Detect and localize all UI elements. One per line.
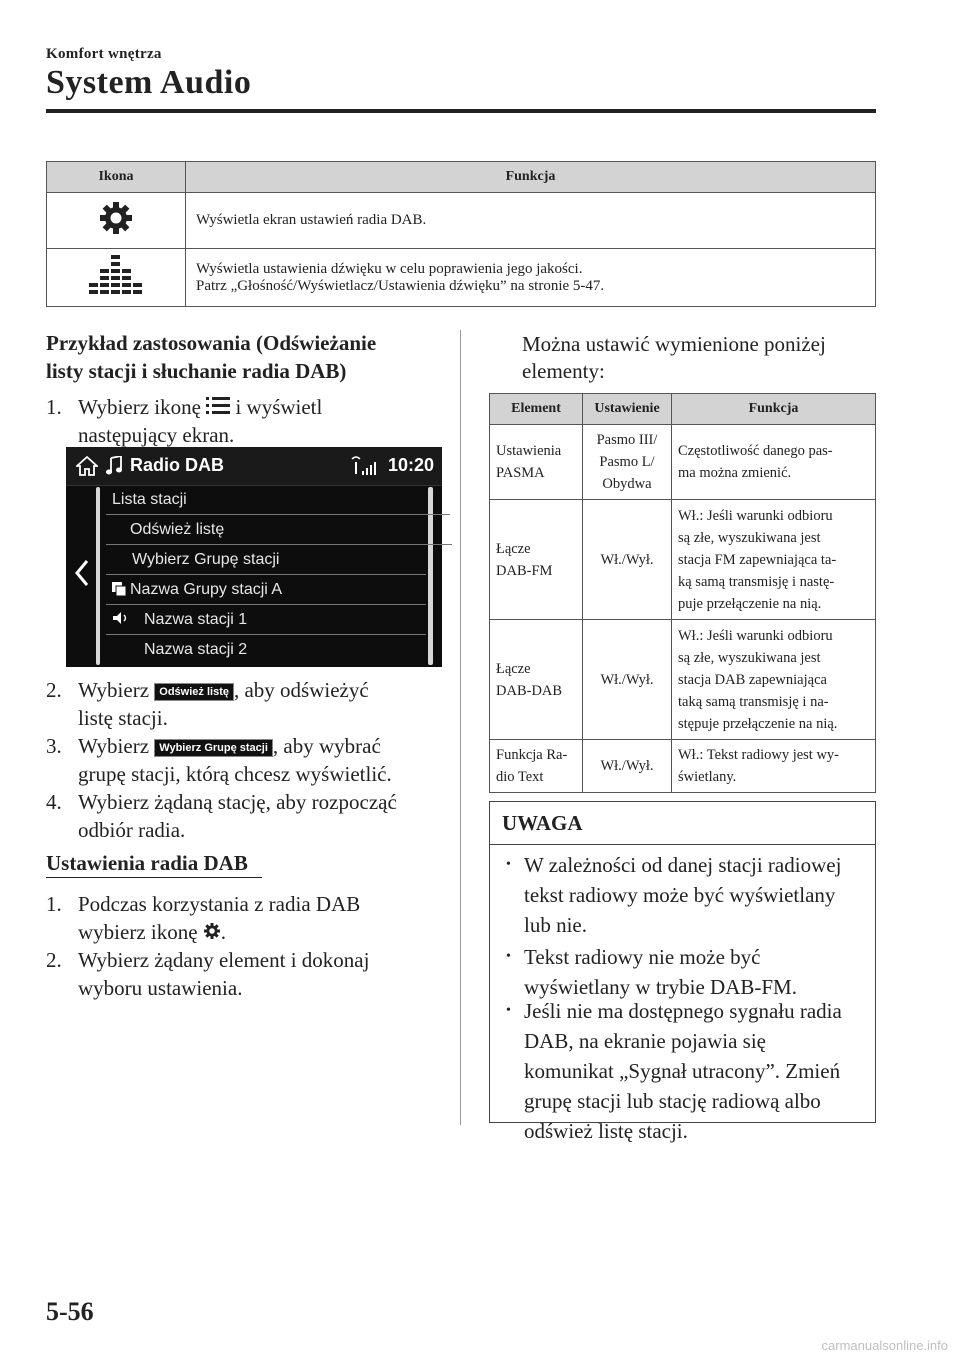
function-text: Wyświetla ekran ustawień radia DAB. — [196, 212, 427, 228]
note-line: wyświetlany w trybie DAB-FM. — [524, 975, 797, 999]
note-line: W zależności od danej stacji radiowej — [524, 853, 842, 877]
function-cell — [672, 500, 876, 620]
note-line: tekst radiowy może być wyświetlany — [524, 883, 836, 907]
home-icon[interactable] — [76, 456, 98, 476]
table-row — [47, 249, 876, 307]
setting-cell: Wł./Wył. — [583, 740, 672, 793]
step-text: , aby wybrać — [272, 734, 381, 758]
cell-line: ma można zmienić. — [678, 465, 792, 481]
equalizer-icon — [89, 253, 143, 297]
music-note-icon — [106, 456, 122, 476]
table-row — [490, 620, 876, 740]
table-row — [490, 740, 876, 793]
step-text: i wyświetl — [235, 395, 323, 419]
step-number: 1. — [46, 395, 62, 419]
intro-line1: Można ustawić wymienione poniżej — [522, 332, 826, 356]
screen-row-select-group[interactable]: Wybierz Grupę stacji — [106, 544, 452, 574]
screen-topbar — [66, 447, 442, 486]
column-header-setting: Ustawienie — [583, 394, 672, 425]
note-title: UWAGA — [490, 802, 875, 845]
example-heading-line1: Przykład zastosowania (Odświeżanie — [46, 331, 377, 355]
step-number: 1. — [46, 892, 62, 916]
element-cell — [490, 425, 583, 500]
page-number: 5-56 — [46, 1297, 94, 1326]
note-item — [504, 942, 884, 1002]
function-reference: Patrz „Głośność/Wyświetlacz/Ustawienia dźwięku” na stronie 5-47. — [196, 277, 605, 294]
step-number: 2. — [46, 678, 62, 702]
cell-line: taką samą transmisję i na- — [678, 693, 829, 710]
step-3 — [46, 732, 392, 788]
step-text: Wybierz — [78, 678, 150, 702]
function-cell — [672, 425, 876, 500]
speaker-icon — [112, 611, 130, 625]
function-cell — [672, 740, 876, 793]
screen-clock: 10:20 — [387, 455, 434, 475]
note-line: Jeśli nie ma dostępnego sygnału radia — [524, 999, 842, 1023]
page-title: System Audio — [46, 64, 252, 101]
screen-row-refresh[interactable]: Odśwież listę — [106, 514, 450, 544]
function-text: Wyświetla ustawienia dźwięku w celu poprawienia jego jakości. — [196, 260, 583, 277]
gear-icon — [98, 200, 134, 236]
step-text: Wybierz ikonę — [78, 395, 201, 419]
function-cell — [186, 193, 876, 249]
cell-line: dio Text — [496, 769, 544, 785]
step-4 — [46, 788, 397, 844]
note-line: Tekst radiowy nie może być — [524, 945, 761, 969]
screen-row-group[interactable] — [106, 574, 426, 604]
cell-line: Wł.: Jeśli warunki odbioru — [678, 507, 833, 524]
note-line: DAB, na ekranie pojawia się — [524, 1029, 767, 1053]
step-text: wybierz ikonę — [78, 920, 198, 944]
watermark: carmanualsonline.info — [821, 1338, 948, 1353]
screen-row-station-1[interactable] — [106, 604, 426, 634]
group-name: Nazwa Grupy stacji A — [130, 581, 283, 598]
table-row — [490, 500, 876, 620]
step-1 — [46, 393, 322, 449]
cell-line: Pasmo III/ — [596, 432, 658, 448]
table-header-row — [47, 162, 876, 193]
step-number: 2. — [46, 948, 62, 972]
heading-underline — [46, 877, 262, 878]
column-divider — [460, 330, 461, 1125]
icon-cell — [47, 193, 186, 249]
cell-line: DAB-DAB — [496, 682, 563, 699]
step-2 — [46, 676, 369, 732]
settings-step-2 — [46, 946, 369, 1002]
list-icon — [206, 396, 230, 416]
function-cell — [672, 620, 876, 740]
cell-line: stacja FM zapewniająca ta- — [678, 551, 837, 568]
cell-line: Łącze — [496, 540, 531, 557]
dab-settings-table — [489, 393, 876, 793]
table-row — [490, 425, 876, 500]
note-line: lub nie. — [524, 913, 587, 937]
left-bracket — [96, 487, 100, 665]
station-name: Nazwa stacji 2 — [144, 641, 248, 658]
step-text: grupę stacji, którą chcesz wyświetlić. — [78, 762, 392, 786]
section-kicker: Komfort wnętrza — [46, 46, 162, 62]
column-header-icon: Ikona — [47, 162, 186, 193]
column-header-element: Element — [490, 394, 583, 425]
example-heading-line2: listy stacji i słuchanie radia DAB) — [46, 359, 347, 383]
screen-row-list-header: Lista stacji — [112, 491, 187, 508]
cell-line: Częstotliwość danego pas- — [678, 443, 833, 459]
cell-line: PASMA — [496, 465, 545, 481]
cell-line: puje przełączenie na nią. — [678, 595, 822, 612]
element-cell — [490, 620, 583, 740]
column-header-function: Funkcja — [672, 394, 876, 425]
settings-heading — [46, 848, 248, 878]
note-item — [504, 850, 884, 940]
cell-line: ką samą transmisję i nastę- — [678, 573, 835, 590]
gear-icon — [203, 922, 221, 940]
table-row — [47, 193, 876, 249]
element-cell — [490, 740, 583, 793]
cell-line: są złe, wyszukiwana jest — [678, 529, 821, 546]
step-number: 4. — [46, 790, 62, 814]
setting-cell: Wł./Wył. — [583, 500, 672, 620]
icon-cell — [47, 249, 186, 307]
cell-line: stępuje przełączenie na nią. — [678, 715, 838, 732]
intro-line2: elementy: — [522, 359, 605, 383]
screen-title: Radio DAB — [130, 455, 224, 475]
settings-step-1 — [46, 890, 360, 946]
cell-line: świetlany. — [678, 769, 737, 785]
icon-function-table — [46, 161, 876, 307]
station-name: Nazwa stacji 1 — [144, 611, 248, 628]
cell-line: Wł.: Tekst radiowy jest wy- — [678, 747, 840, 763]
cell-line: DAB-FM — [496, 562, 553, 579]
group-icon — [112, 582, 126, 596]
cell-line: Obydwa — [602, 476, 652, 492]
back-arrow-icon[interactable] — [74, 559, 90, 587]
refresh-list-chip: Odśwież listę — [154, 683, 234, 701]
element-cell — [490, 500, 583, 620]
note-box — [489, 801, 876, 1143]
screen-row-station-2[interactable] — [106, 634, 426, 664]
step-text: . — [220, 920, 227, 944]
step-number: 3. — [46, 734, 62, 758]
note-item — [504, 996, 884, 1146]
cell-line: Ustawienia — [496, 443, 562, 459]
cell-line: Wł.: Jeśli warunki odbioru — [678, 627, 833, 644]
step-text: wyboru ustawienia. — [78, 976, 243, 1000]
step-text: , aby odświeżyć — [233, 678, 369, 702]
header-rule — [46, 109, 876, 113]
table-header-row — [490, 394, 876, 425]
cell-line: Pasmo L/ — [599, 454, 655, 470]
function-cell — [186, 249, 876, 307]
step-text: Wybierz żądany element i dokonaj — [78, 948, 370, 972]
setting-cell — [583, 425, 672, 500]
cell-line: Funkcja Ra- — [496, 747, 568, 763]
settings-heading-text: Ustawienia radia DAB — [46, 851, 248, 875]
column-header-function: Funkcja — [186, 162, 876, 193]
step-text: Podczas korzystania z radia DAB — [78, 892, 361, 916]
setting-cell: Wł./Wył. — [583, 620, 672, 740]
note-line: komunikat „Sygnał utracony”. Zmień — [524, 1059, 841, 1083]
select-group-chip: Wybierz Grupę stacji — [154, 739, 273, 757]
note-line: odśwież listę stacji. — [524, 1119, 688, 1143]
note-line: grupę stacji lub stację radiową albo — [524, 1089, 821, 1113]
step-text: następujący ekran. — [78, 423, 235, 447]
step-text: listę stacji. — [78, 706, 168, 730]
step-text: Wybierz żądaną stację, aby rozpocząć — [78, 790, 397, 814]
radio-screen — [66, 447, 442, 667]
signal-icon — [348, 455, 376, 477]
step-text: Wybierz — [78, 734, 150, 758]
cell-line: stacja DAB zapewniająca — [678, 671, 827, 688]
cell-line: Łącze — [496, 660, 531, 677]
cell-line: są złe, wyszukiwana jest — [678, 649, 821, 666]
step-text: odbiór radia. — [78, 818, 186, 842]
